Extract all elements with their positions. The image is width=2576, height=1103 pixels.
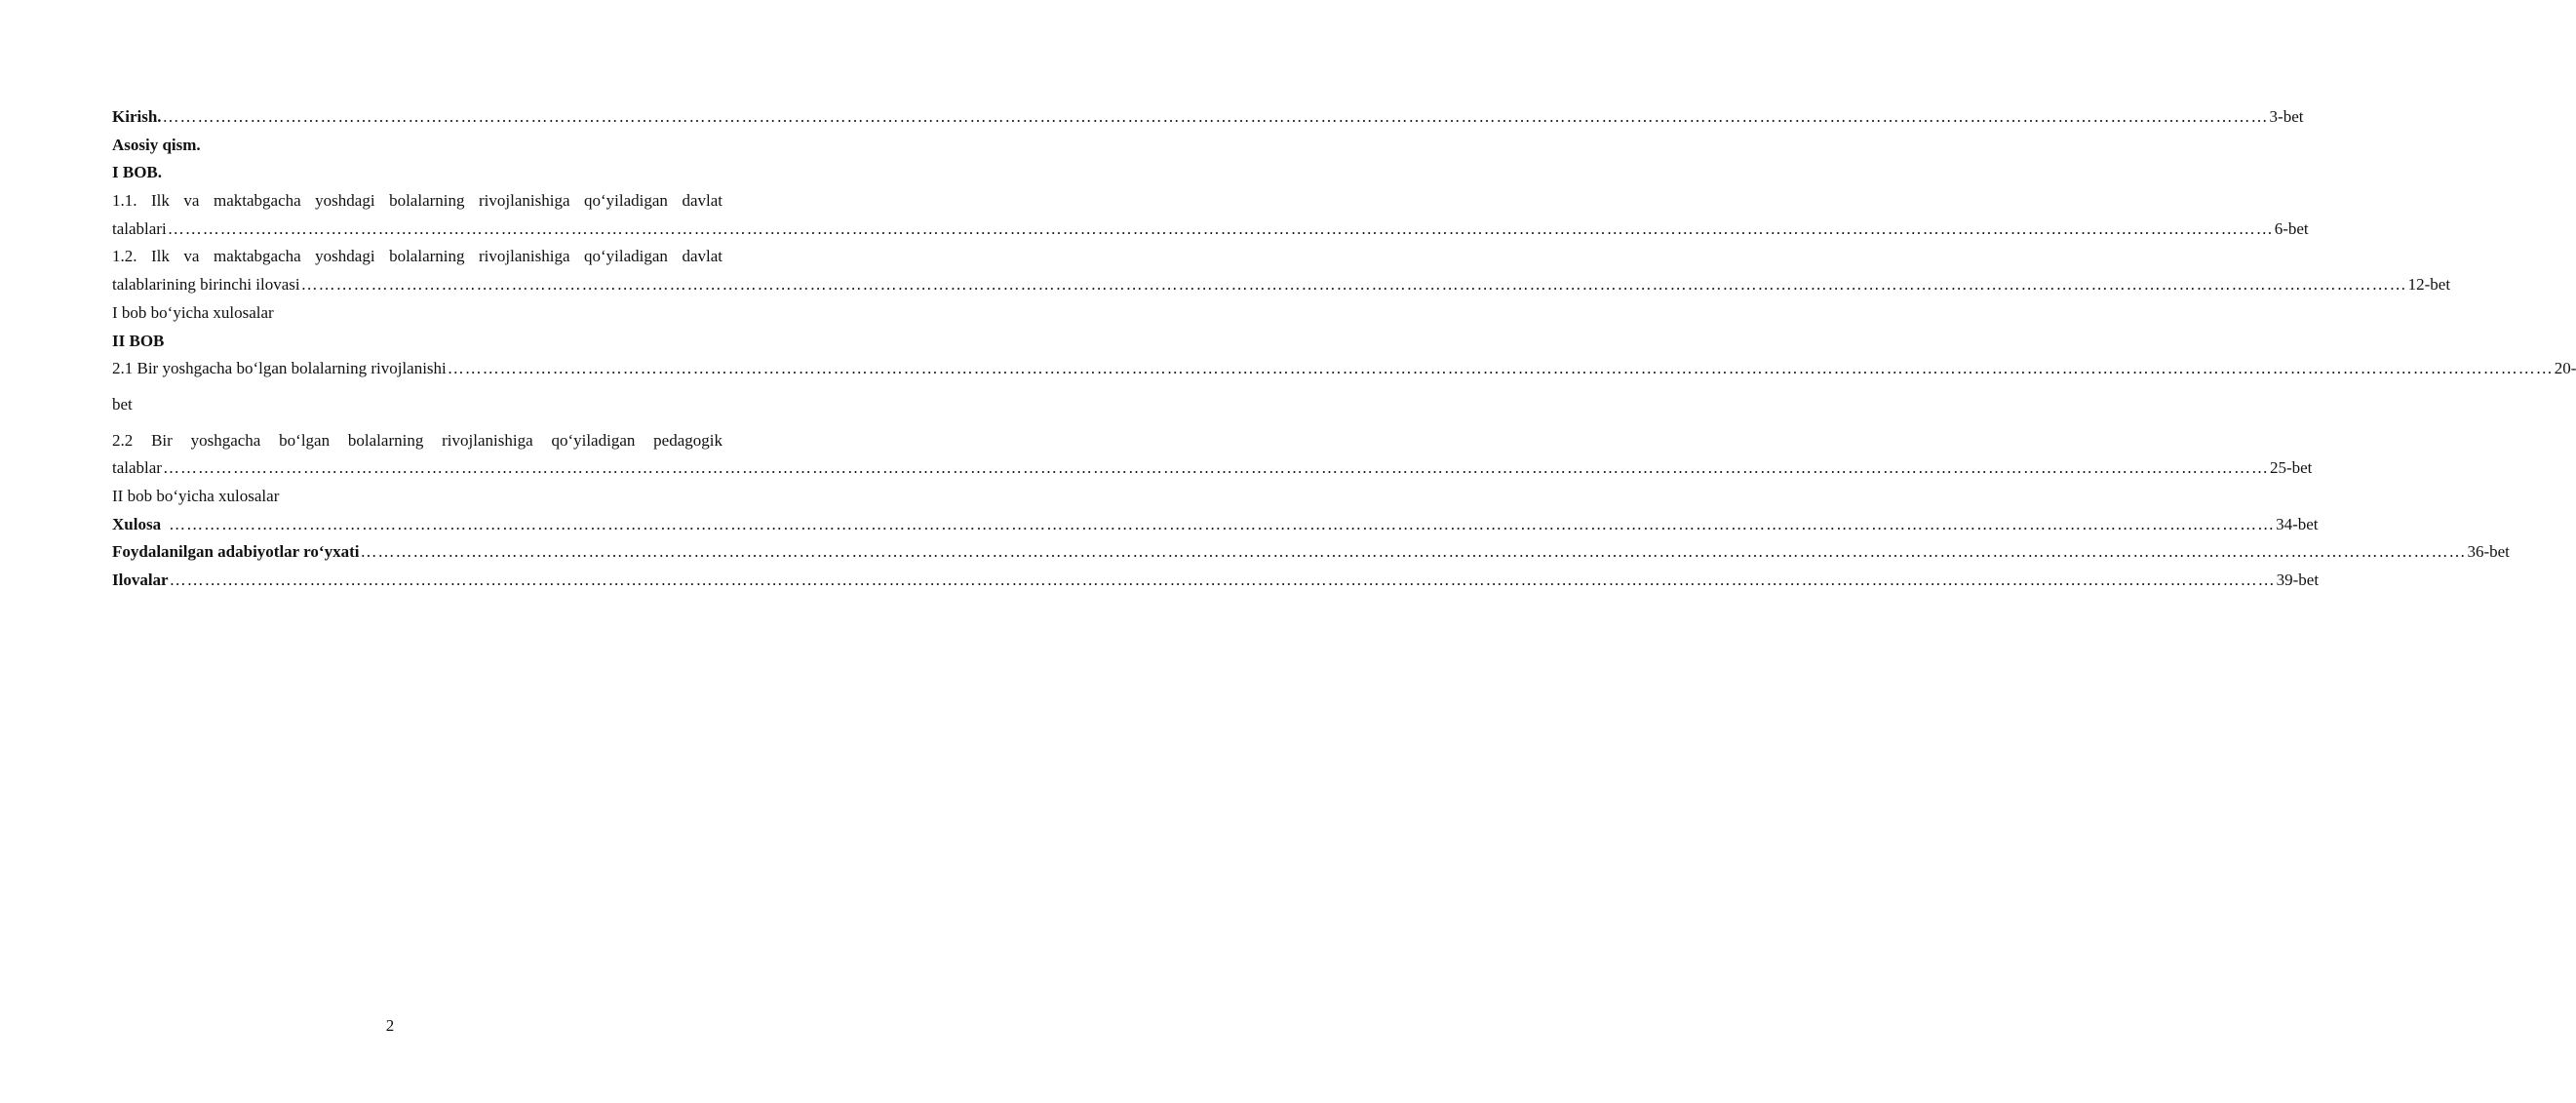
dot-leader: ……………………………………………………………………………………………………………………………………………………………………………………………………………………………………………………………………………………………………………………………… bbox=[447, 359, 2554, 378]
toc-entry-adabiyotlar bbox=[112, 538, 2510, 567]
dot-leader: ……………………………………………………………………………………………………………………………………………………………………………………………………………………………………………………………………………………………………………………………… bbox=[300, 275, 2407, 295]
toc-bob1-conclusion: I bob bo‘yicha xulosalar bbox=[112, 302, 274, 322]
dot-leader: ……………………………………………………………………………………………………………………………………………………………………………………………………………………………………………………………………………………………………………………………… bbox=[360, 542, 2467, 562]
dot-leader: ……………………………………………………………………………………………………………………………………………………………………………………………………………………………………………………………………………………………………………………………… bbox=[162, 107, 2269, 126]
toc-page-ref: 36-bet bbox=[2467, 542, 2510, 562]
toc-heading-asosiy-qism: Asosiy qism. bbox=[112, 135, 201, 154]
page-number: 2 bbox=[385, 1016, 395, 1035]
toc-entry-2-2-line1: 2.2 Bir yoshgacha bo‘lgan bolalarning rivojlanishiga qo‘yiladigan pedagogik bbox=[112, 430, 722, 450]
toc-entry-1-2-line2 bbox=[112, 271, 2451, 299]
toc-page-ref: 3-bet bbox=[2269, 107, 2304, 126]
toc-page-ref: 25-bet bbox=[2269, 458, 2313, 478]
toc-entry-ilovalar bbox=[112, 567, 2320, 595]
toc-entry-2-1-line1 bbox=[112, 355, 2576, 383]
toc-label: talablar bbox=[112, 458, 162, 478]
dot-leader: ……………………………………………………………………………………………………………………………………………………………………………………………………………………………………………………………………………………………………………………………… bbox=[169, 571, 2276, 589]
toc-entry-kirish bbox=[112, 103, 2304, 132]
toc-entry-1-2-line1: 1.2. Ilk va maktabgacha yoshdagi bolalarning rivojlanishiga qo‘yiladigan davlat bbox=[112, 247, 722, 266]
toc-label: talablarining birinchi ilovasi bbox=[112, 275, 300, 295]
dot-leader: ……………………………………………………………………………………………………………………………………………………………………………………………………………………………………………………………………………………………………………………………… bbox=[162, 458, 2269, 478]
toc-label: Foydalanilgan adabiyotlar ro‘yxati bbox=[112, 542, 360, 562]
toc-label: Kirish. bbox=[112, 107, 162, 126]
toc-heading-bob1: I BOB. bbox=[112, 163, 163, 182]
toc-bob2-conclusion: II bob bo‘yicha xulosalar bbox=[112, 486, 280, 505]
toc-page-ref: 34-bet bbox=[2276, 514, 2319, 533]
toc-page-ref: 20- bbox=[2554, 359, 2576, 378]
toc-entry-1-1-line2 bbox=[112, 216, 2309, 244]
toc-page-ref: 39-bet bbox=[2276, 571, 2320, 589]
toc-label: 2.1 Bir yoshgacha bo‘lgan bolalarning rivojlanishi bbox=[112, 359, 447, 378]
toc-entry-1-1-line1: 1.1. Ilk va maktabgacha yoshdagi bolalarning rivojlanishiga qo‘yiladigan davlat bbox=[112, 191, 722, 211]
toc-label: Xulosa bbox=[112, 514, 162, 533]
toc-heading-bob2: II BOB bbox=[112, 331, 165, 350]
dot-leader: ……………………………………………………………………………………………………………………………………………………………………………………………………………………………………………………………………………………………………………………………… bbox=[167, 218, 2274, 238]
toc-label: Ilovalar bbox=[112, 571, 169, 589]
toc-entry-2-1-line2: bet bbox=[112, 394, 133, 414]
toc-entry-xulosa bbox=[112, 511, 2319, 539]
table-of-contents bbox=[112, 103, 2576, 595]
toc-page-ref: 6-bet bbox=[2274, 218, 2309, 238]
toc-page-ref: 12-bet bbox=[2407, 275, 2451, 295]
toc-entry-2-2-line2 bbox=[112, 454, 2313, 483]
dot-leader: ……………………………………………………………………………………………………………………………………………………………………………………………………………………………………………………………………………………………………………………………… bbox=[169, 514, 2276, 533]
toc-label: talablari bbox=[112, 218, 167, 238]
